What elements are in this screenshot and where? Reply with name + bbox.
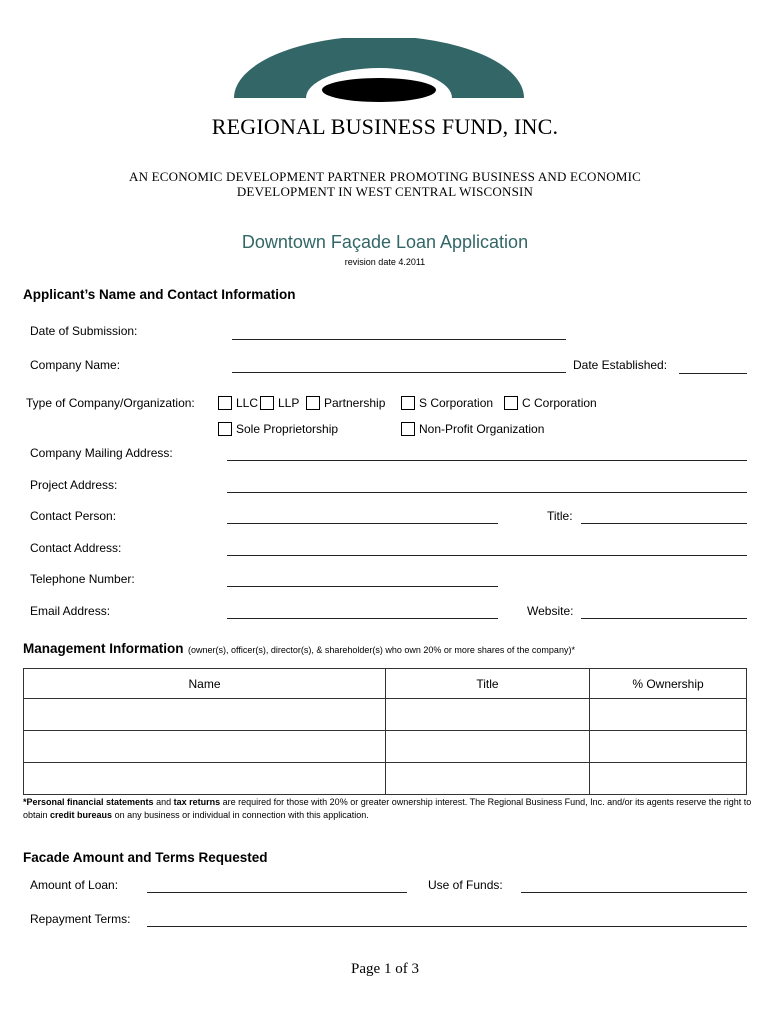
note-tax-returns: tax returns [173,797,221,807]
revision-date: revision date 4.2011 [344,257,426,267]
title-field[interactable] [581,523,747,524]
amount-of-loan-label: Amount of Loan: [30,878,119,892]
note-body: are required for those with 20% or greater ownership interest. The Regional Business Fund, Inc. and/or its agents reserve the right to obtain [23,797,752,820]
table-header-row [24,669,747,699]
contact-address-field[interactable] [227,555,747,556]
management-note [23,796,753,822]
telephone-field[interactable] [227,586,498,587]
mailing-address-label: Company Mailing Address: [30,446,173,460]
contact-person-label: Contact Person: [30,509,117,523]
management-subheading: (owner(s), officer(s), director(s), & shareholder(s) who own 20% or more shares of the company)* [187,645,575,655]
table-cell[interactable] [24,763,386,795]
note-credit-bureaus: credit bureaus [50,810,113,820]
logo [234,38,524,108]
facade-heading: Facade Amount and Terms Requested [23,850,268,865]
type-of-company-label [26,396,195,410]
management-heading: Management Information [23,641,184,656]
c-corporation-checkbox[interactable] [504,396,518,410]
tagline-line-1: AN ECONOMIC DEVELOPMENT PARTNER PROMOTING BUSINESS AND ECONOMIC [128,169,641,184]
table-row [24,763,747,795]
email-label: Email Address: [30,604,111,618]
management-heading-row [23,640,575,658]
table-row [24,731,747,763]
s-corporation-checkbox[interactable] [401,396,415,410]
column-header-ownership: % Ownership [590,669,747,699]
table-cell[interactable] [590,699,747,731]
contact-address-label: Contact Address: [30,541,122,555]
logo-arc-icon [234,38,524,108]
company-name-field[interactable] [232,372,566,373]
table-cell[interactable] [590,763,747,795]
column-header-title: Title [386,669,590,699]
email-field[interactable] [227,618,498,619]
llp-checkbox[interactable] [260,396,274,410]
applicant-heading: Applicant’s Name and Contact Information [23,287,296,302]
note-personal-financial: *Personal financial statements [23,797,154,807]
management-table [23,668,747,795]
llp-label: LLP [278,396,300,410]
form-title: Downtown Façade Loan Application [241,232,529,252]
table-cell[interactable] [24,731,386,763]
telephone-label: Telephone Number: [30,572,135,586]
sole-proprietorship-label: Sole Proprietorship [236,422,339,436]
type-of-company-colon: : [191,396,195,410]
table-cell[interactable] [24,699,386,731]
table-row [24,699,747,731]
date-of-submission-field[interactable] [232,339,566,340]
partnership-checkbox[interactable] [306,396,320,410]
s-corporation-label: S Corporation [419,396,494,410]
table-cell[interactable] [590,731,747,763]
use-of-funds-label: Use of Funds: [428,878,503,892]
website-field[interactable] [581,618,747,619]
non-profit-checkbox[interactable] [401,422,415,436]
date-established-label: Date Established: [573,358,668,372]
sole-proprietorship-checkbox[interactable] [218,422,232,436]
company-name-label: Company Name: [30,358,121,372]
contact-person-field[interactable] [227,523,498,524]
use-of-funds-field[interactable] [521,892,747,893]
llc-checkbox[interactable] [218,396,232,410]
table-cell[interactable] [386,731,590,763]
repayment-terms-field[interactable] [147,926,747,927]
llc-label: LLC [236,396,259,410]
tagline-line-2: DEVELOPMENT IN WEST CENTRAL WISCONSIN [236,184,534,199]
project-address-field[interactable] [227,492,747,493]
note-end: on any business or individual in connection with this application. [112,810,369,820]
date-established-field[interactable] [679,373,747,374]
column-header-name: Name [24,669,386,699]
website-label: Website: [527,604,574,618]
table-cell[interactable] [386,699,590,731]
partnership-label: Partnership [324,396,386,410]
table-cell[interactable] [386,763,590,795]
c-corporation-label: C Corporation [522,396,597,410]
note-and: and [153,797,174,807]
amount-of-loan-field[interactable] [147,892,407,893]
non-profit-label: Non-Profit Organization [419,422,545,436]
repayment-terms-label: Repayment Terms: [30,912,131,926]
type-of-company-text: Type of Company/Organization [26,396,192,410]
mailing-address-field[interactable] [227,460,747,461]
project-address-label: Project Address: [30,478,118,492]
date-of-submission-label: Date of Submission: [30,324,138,338]
org-name: REGIONAL BUSINESS FUND, INC. [211,114,559,139]
title-label: Title: [547,509,573,523]
page-number: Page 1 of 3 [351,961,419,977]
